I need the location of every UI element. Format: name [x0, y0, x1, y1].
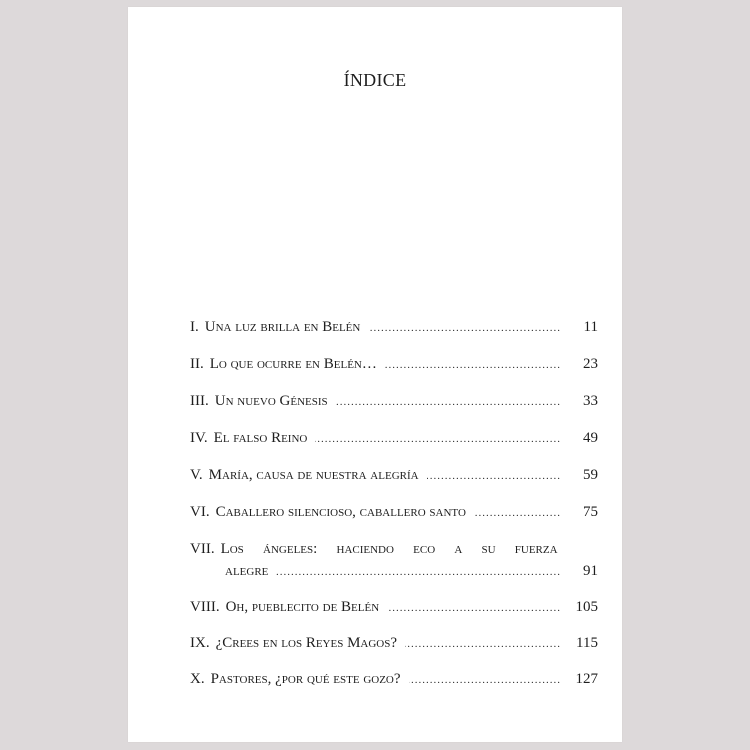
chapter-number: IV.: [190, 430, 208, 446]
toc-entry-7: [190, 541, 598, 585]
chapter-title: El falso Reino: [213, 430, 308, 446]
chapter-number: V.: [190, 467, 203, 483]
chapter-title: María, causa de nuestra alegría: [208, 467, 419, 483]
chapter-number: I.: [190, 319, 199, 335]
toc-entry-4: [190, 430, 598, 452]
toc-entry-10: [190, 671, 598, 693]
page-number: 91: [583, 563, 598, 579]
page-number: 115: [576, 635, 598, 651]
page-number: 33: [583, 393, 598, 409]
chapter-title: ¿Crees en los Reyes Magos?: [215, 635, 398, 651]
page-number: 11: [583, 319, 598, 335]
page-number: 23: [583, 356, 598, 372]
chapter-number: VII.: [190, 541, 215, 557]
toc-entry-6: [190, 504, 598, 526]
chapter-title: Lo que ocurre en Belén…: [209, 356, 377, 372]
chapter-title-continued: alegre: [225, 563, 269, 579]
page-number: 75: [583, 504, 598, 520]
chapter-number: VI.: [190, 504, 210, 520]
chapter-number: VIII.: [190, 599, 220, 615]
chapter-number: II.: [190, 356, 204, 372]
dot-leader: [387, 602, 561, 614]
chapter-title: Pastores, ¿por qué este gozo?: [210, 671, 401, 687]
toc-entry-1: [190, 319, 598, 341]
page-number: 127: [575, 671, 598, 687]
chapter-number: X.: [190, 671, 205, 687]
page-number: 59: [583, 467, 598, 483]
chapter-number: III.: [190, 393, 209, 409]
dot-leader: [315, 433, 561, 445]
chapter-title: Oh, pueblecito de Belén: [225, 599, 380, 615]
toc-entry-3: [190, 393, 598, 415]
index-title: ÍNDICE: [343, 70, 407, 90]
chapter-title: Un nuevo Génesis: [214, 393, 328, 409]
page-number: 49: [583, 430, 598, 446]
toc-entry-9: [190, 635, 598, 657]
dot-leader: [276, 566, 561, 578]
dot-leader: [427, 470, 561, 482]
toc-entry-2: [190, 356, 598, 378]
toc-entry-8: [190, 599, 598, 621]
toc-entry-5: [190, 467, 598, 489]
book-page: [128, 7, 622, 742]
dot-leader: [385, 359, 561, 371]
dot-leader: [409, 674, 561, 686]
dot-leader: [368, 322, 561, 334]
chapter-title: Los ángeles: haciendo eco a su fuerza: [220, 541, 558, 557]
chapter-number: IX.: [190, 635, 210, 651]
chapter-title: Caballero silencioso, caballero santo: [215, 504, 466, 520]
table-of-contents: [190, 313, 598, 687]
page-number: 105: [575, 599, 598, 615]
dot-leader: [405, 638, 561, 650]
dot-leader: [474, 507, 561, 519]
chapter-title: Una luz brilla en Belén: [204, 319, 361, 335]
dot-leader: [336, 396, 561, 408]
